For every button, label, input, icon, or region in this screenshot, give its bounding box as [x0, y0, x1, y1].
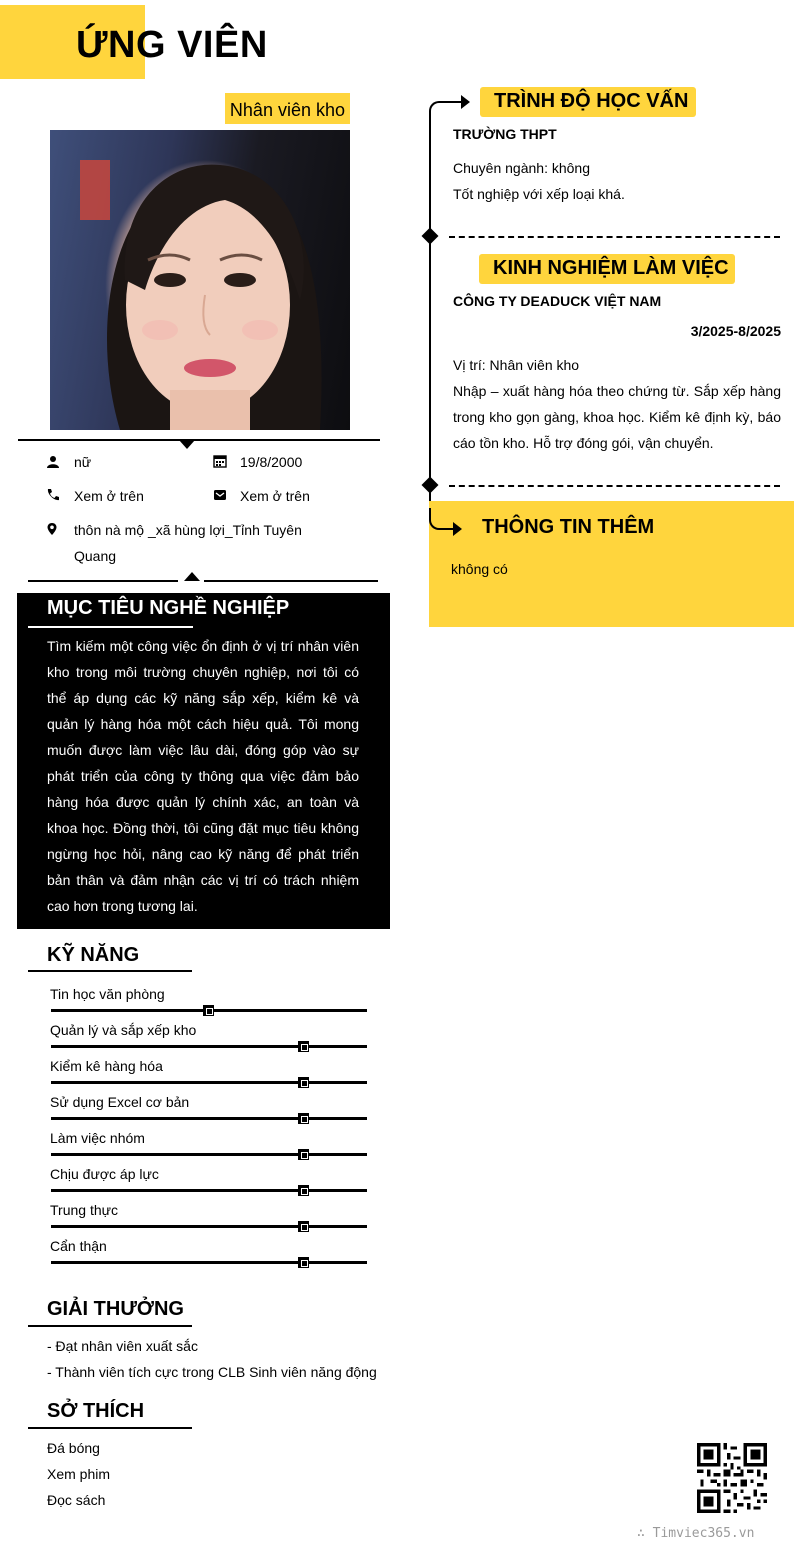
- hobby-item: Đọc sách: [47, 1492, 106, 1508]
- timeline-bottom-arrow-icon: [453, 522, 462, 536]
- career-objective-section: [17, 593, 390, 929]
- skill-level-bar: [51, 1045, 367, 1048]
- skill-level-bar: [51, 1081, 367, 1084]
- skill-label: Chịu được áp lực: [50, 1166, 159, 1182]
- hobbies-title: SỞ THÍCH: [47, 1400, 145, 1422]
- career-objective-text: Tìm kiếm một công việc ổn định ở vị trí nhân viên kho trong môi trường chuyên nghiệp, nơi tôi có thể áp dụng các kỹ năng sắp xếp, kiểm kê và quản lý hàng hóa một cách hiệu quả. Tôi mong muốn được làm việc lâu dài, đóng góp vào sự phát triển của công ty thông qua việc đảm bảo hàng hóa được quản lý chính xác, an toàn và khoa học. Đồng thời, tôi cũng đặt mục tiêu không ngừng học hỏi, nâng cao kỹ năng để phát triển bản thân và đảm nhận các vị trí có trách nhiệm cao hơn trong tương lai.: [47, 638, 359, 914]
- education-title: TRÌNH ĐỘ HỌC VẤN: [494, 90, 689, 112]
- skill-label: Làm việc nhóm: [50, 1130, 145, 1146]
- qr-code-icon: [697, 1443, 767, 1513]
- awards-underline: [28, 1325, 192, 1327]
- skill-label: Kiểm kê hàng hóa: [50, 1058, 163, 1074]
- timeline-top-curve: [429, 101, 443, 115]
- skill-level-knob: [203, 1005, 214, 1016]
- address-value-line2: Quang: [74, 548, 117, 564]
- candidate-name: ỨNG VIÊN: [76, 24, 268, 66]
- skill-level-knob: [298, 1221, 309, 1232]
- awards-title: GIẢI THƯỞNG: [47, 1298, 184, 1320]
- education-note: Tốt nghiệp với xếp loại khá.: [453, 186, 625, 202]
- extra-info-text: không có: [451, 561, 508, 577]
- timeline-bottom-arrow-line: [440, 528, 454, 530]
- info-divider-bottom-left: [28, 580, 178, 582]
- skill-level-bar: [51, 1153, 367, 1156]
- phone-value: Xem ở trên: [74, 488, 144, 504]
- divider-arrow-up-icon: [184, 572, 200, 581]
- education-school: TRƯỜNG THPT: [453, 126, 557, 142]
- experience-period: 3/2025-8/2025: [690, 323, 781, 339]
- calendar-icon: [213, 454, 227, 468]
- info-divider-top: [18, 439, 380, 441]
- experience-title: KINH NGHIỆM LÀM VIỆC: [493, 257, 729, 279]
- hobby-item: Xem phim: [47, 1466, 111, 1482]
- avatar: [50, 130, 350, 430]
- gender-value: nữ: [74, 454, 92, 470]
- extra-info-title: THÔNG TIN THÊM: [482, 516, 655, 538]
- award-item: - Thành viên tích cực trong CLB Sinh viên năng động: [47, 1364, 377, 1380]
- divider-arrow-down-icon: [179, 440, 195, 449]
- experience-position: Vị trí: Nhân viên kho: [453, 357, 580, 373]
- map-marker-icon: [45, 522, 59, 536]
- envelope-icon: [213, 488, 227, 502]
- skill-level-bar: [51, 1189, 367, 1192]
- avatar-illustration: [50, 130, 350, 430]
- birthday-value: 19/8/2000: [240, 454, 303, 470]
- career-objective-title: MỤC TIÊU NGHỀ NGHIỆP: [47, 597, 290, 619]
- skill-label: Quản lý và sắp xếp kho: [50, 1022, 197, 1038]
- hobbies-underline: [28, 1427, 192, 1429]
- skill-level-knob: [298, 1185, 309, 1196]
- hobby-item: Đá bóng: [47, 1440, 100, 1456]
- skills-underline: [28, 970, 192, 972]
- skill-level-knob: [298, 1113, 309, 1124]
- skill-level-bar: [51, 1225, 367, 1228]
- timeline-bottom-curve: [429, 508, 443, 530]
- watermark: ∴ Timviec365.vn: [637, 1526, 755, 1541]
- skill-label: Trung thực: [50, 1202, 118, 1218]
- timeline-line: [429, 112, 431, 524]
- skill-label: Tin học văn phòng: [50, 986, 165, 1002]
- timeline-diamond-icon: [422, 228, 439, 245]
- experience-company: CÔNG TY DEADUCK VIỆT NAM: [453, 293, 662, 309]
- timeline-arrow-line: [440, 101, 462, 103]
- job-title-badge: Nhân viên kho: [225, 93, 350, 124]
- education-major: Chuyên ngành: không: [453, 160, 590, 176]
- skill-level-knob: [298, 1077, 309, 1088]
- skill-label: Sử dụng Excel cơ bản: [50, 1094, 190, 1110]
- experience-description: Nhập – xuất hàng hóa theo chứng từ. Sắp xếp hàng trong kho gọn gàng, khoa học. Kiểm kê định kỳ, báo cáo tồn kho. Hỗ trợ đóng gói, vận chuyển.: [453, 383, 781, 451]
- phone-icon: [46, 488, 60, 502]
- timeline-diamond-icon: [422, 477, 439, 494]
- skill-level-knob: [298, 1257, 309, 1268]
- career-objective-underline: [28, 626, 193, 628]
- skill-level-knob: [298, 1041, 309, 1052]
- section-dashed-divider: [449, 485, 780, 487]
- info-divider-bottom-right: [204, 580, 378, 582]
- section-dashed-divider: [449, 236, 780, 238]
- email-value: Xem ở trên: [240, 488, 310, 504]
- skills-title: KỸ NĂNG: [47, 944, 140, 966]
- skill-level-bar: [51, 1117, 367, 1120]
- skill-level-bar: [51, 1261, 367, 1264]
- skill-level-knob: [298, 1149, 309, 1160]
- address-value-line1: thôn nà mộ _xã hùng lợi_Tỉnh Tuyên: [74, 522, 302, 538]
- user-icon: [46, 455, 60, 469]
- timeline-arrow-icon: [461, 95, 470, 109]
- skill-label: Cẩn thận: [50, 1238, 107, 1254]
- award-item: - Đạt nhân viên xuất sắc: [47, 1338, 198, 1354]
